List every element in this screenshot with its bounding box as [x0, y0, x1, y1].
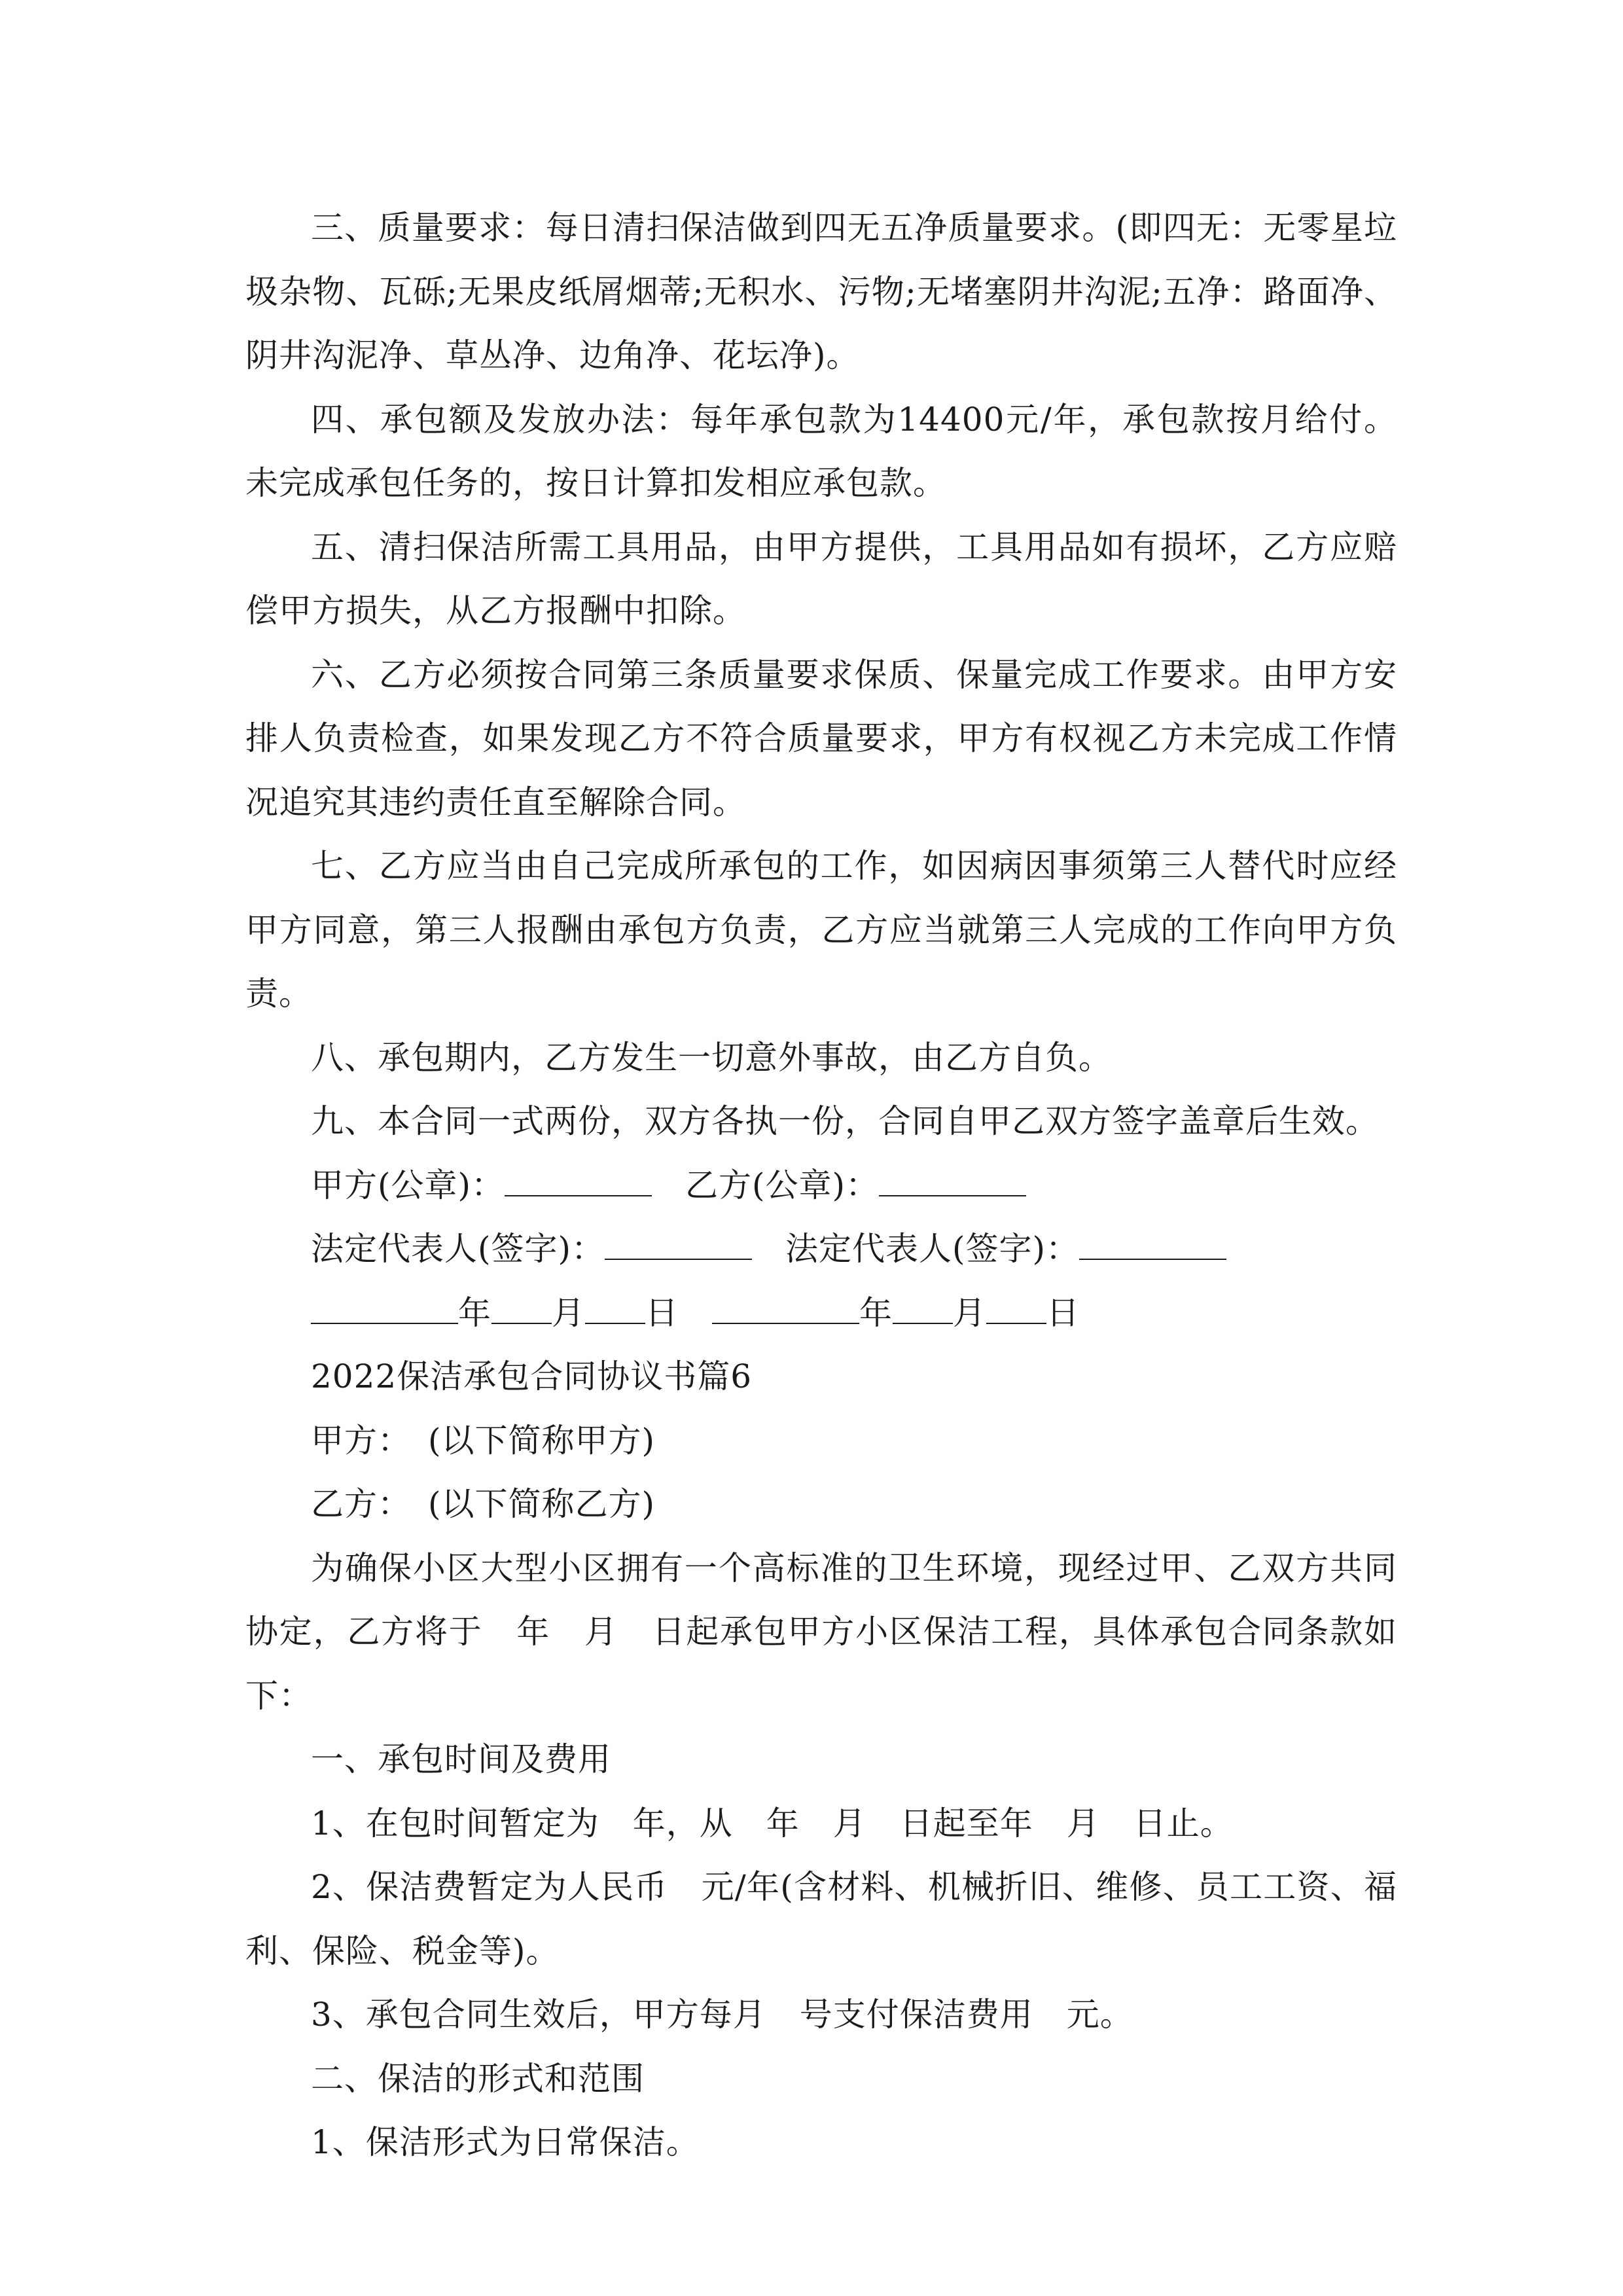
clause-8-accident: 八、承包期内，乙方发生一切意外事故，由乙方自负。 [311, 1038, 1112, 1077]
document-body [245, 196, 1397, 2175]
clause-9-copies: 九、本合同一式两份，双方各执一份，合同自甲乙双方签字盖章后生效。 [311, 1102, 1379, 1140]
scope-item-1: 1、保洁形式为日常保洁。 [311, 2123, 700, 2161]
party-a-seal-blank[interactable] [505, 1155, 652, 1196]
party-b-seal-blank[interactable] [879, 1155, 1026, 1196]
term-item-2: 2、保洁费暂定为人民币 元/年(含材料、机械折旧、维修、员工工资、福利、保险、税金等)。 [245, 1868, 1397, 1970]
legal-rep-line [245, 1217, 1397, 1282]
legal-rep-a-blank[interactable] [605, 1218, 752, 1260]
date-b-year-blank[interactable] [712, 1282, 859, 1324]
year-label: 年 [859, 1293, 893, 1332]
term-item-3: 3、承包合同生效后，甲方每月 号支付保洁费用 元。 [311, 1996, 1133, 2034]
party-b-seal-label: 乙方(公章)： [685, 1166, 880, 1204]
date-a-day-blank[interactable] [585, 1282, 645, 1324]
term-item-1: 1、在包时间暂定为 年，从 年 月 日起至年 月 日止。 [311, 1804, 1234, 1842]
month-label: 月 [953, 1293, 986, 1332]
clause-6-inspection: 六、乙方必须按合同第三条质量要求保质、保量完成工作要求。由甲方安排人负责检查，如果发现乙方不符合质量要求，甲方有权视乙方未完成工作情况追究其违约责任直至解除合同。 [245, 655, 1397, 821]
clause-7-substitute: 七、乙方应当由自己完成所承包的工作，如因病因事须第三人替代时应经甲方同意，第三人报酬由承包方负责，乙方应当就第三人完成的工作向甲方负责。 [245, 847, 1397, 1013]
clause-5-tools: 五、清扫保洁所需工具用品，由甲方提供，工具用品如有损坏，乙方应赔偿甲方损失，从乙方报酬中扣除。 [245, 528, 1397, 630]
clause-4-payment: 四、承包额及发放办法：每年承包款为14400元/年，承包款按月给付。未完成承包任务的，按日计算扣发相应承包款。 [245, 400, 1397, 502]
preamble: 为确保小区大型小区拥有一个高标准的卫生环境，现经过甲、乙双方共同协定，乙方将于 年 月 日起承包甲方小区保洁工程，具体承包合同条款如下： [245, 1549, 1397, 1715]
day-label: 日 [1046, 1293, 1080, 1332]
party-a-line: 甲方： (以下简称甲方) [311, 1421, 656, 1460]
heading-term-and-fees: 一、承包时间及费用 [311, 1740, 611, 1778]
legal-rep-b-blank[interactable] [1079, 1218, 1226, 1260]
year-label: 年 [458, 1293, 491, 1332]
date-line [245, 1282, 1397, 1346]
day-label: 日 [645, 1293, 679, 1332]
legal-rep-b-label: 法定代表人(签字)： [785, 1230, 1080, 1268]
party-a-seal-label: 甲方(公章)： [311, 1166, 505, 1204]
clause-3-quality: 三、质量要求：每日清扫保洁做到四无五净质量要求。(即四无：无零星垃圾杂物、瓦砾;无果皮纸屑烟蒂;无积水、污物;无堵塞阴井沟泥;五净：路面净、阴井沟泥净、草丛净、边角净、花坛净)。 [245, 209, 1397, 374]
date-b-month-blank[interactable] [893, 1282, 953, 1324]
date-a-month-blank[interactable] [491, 1282, 552, 1324]
section-title: 2022保洁承包合同协议书篇6 [311, 1357, 753, 1395]
heading-form-and-scope: 二、保洁的形式和范围 [311, 2059, 645, 2098]
date-a-year-blank[interactable] [311, 1282, 458, 1324]
date-b-day-blank[interactable] [986, 1282, 1046, 1324]
party-b-line: 乙方： (以下简称乙方) [311, 1485, 656, 1523]
month-label: 月 [552, 1293, 585, 1332]
seal-line [245, 1154, 1397, 1218]
legal-rep-a-label: 法定代表人(签字)： [311, 1230, 605, 1268]
